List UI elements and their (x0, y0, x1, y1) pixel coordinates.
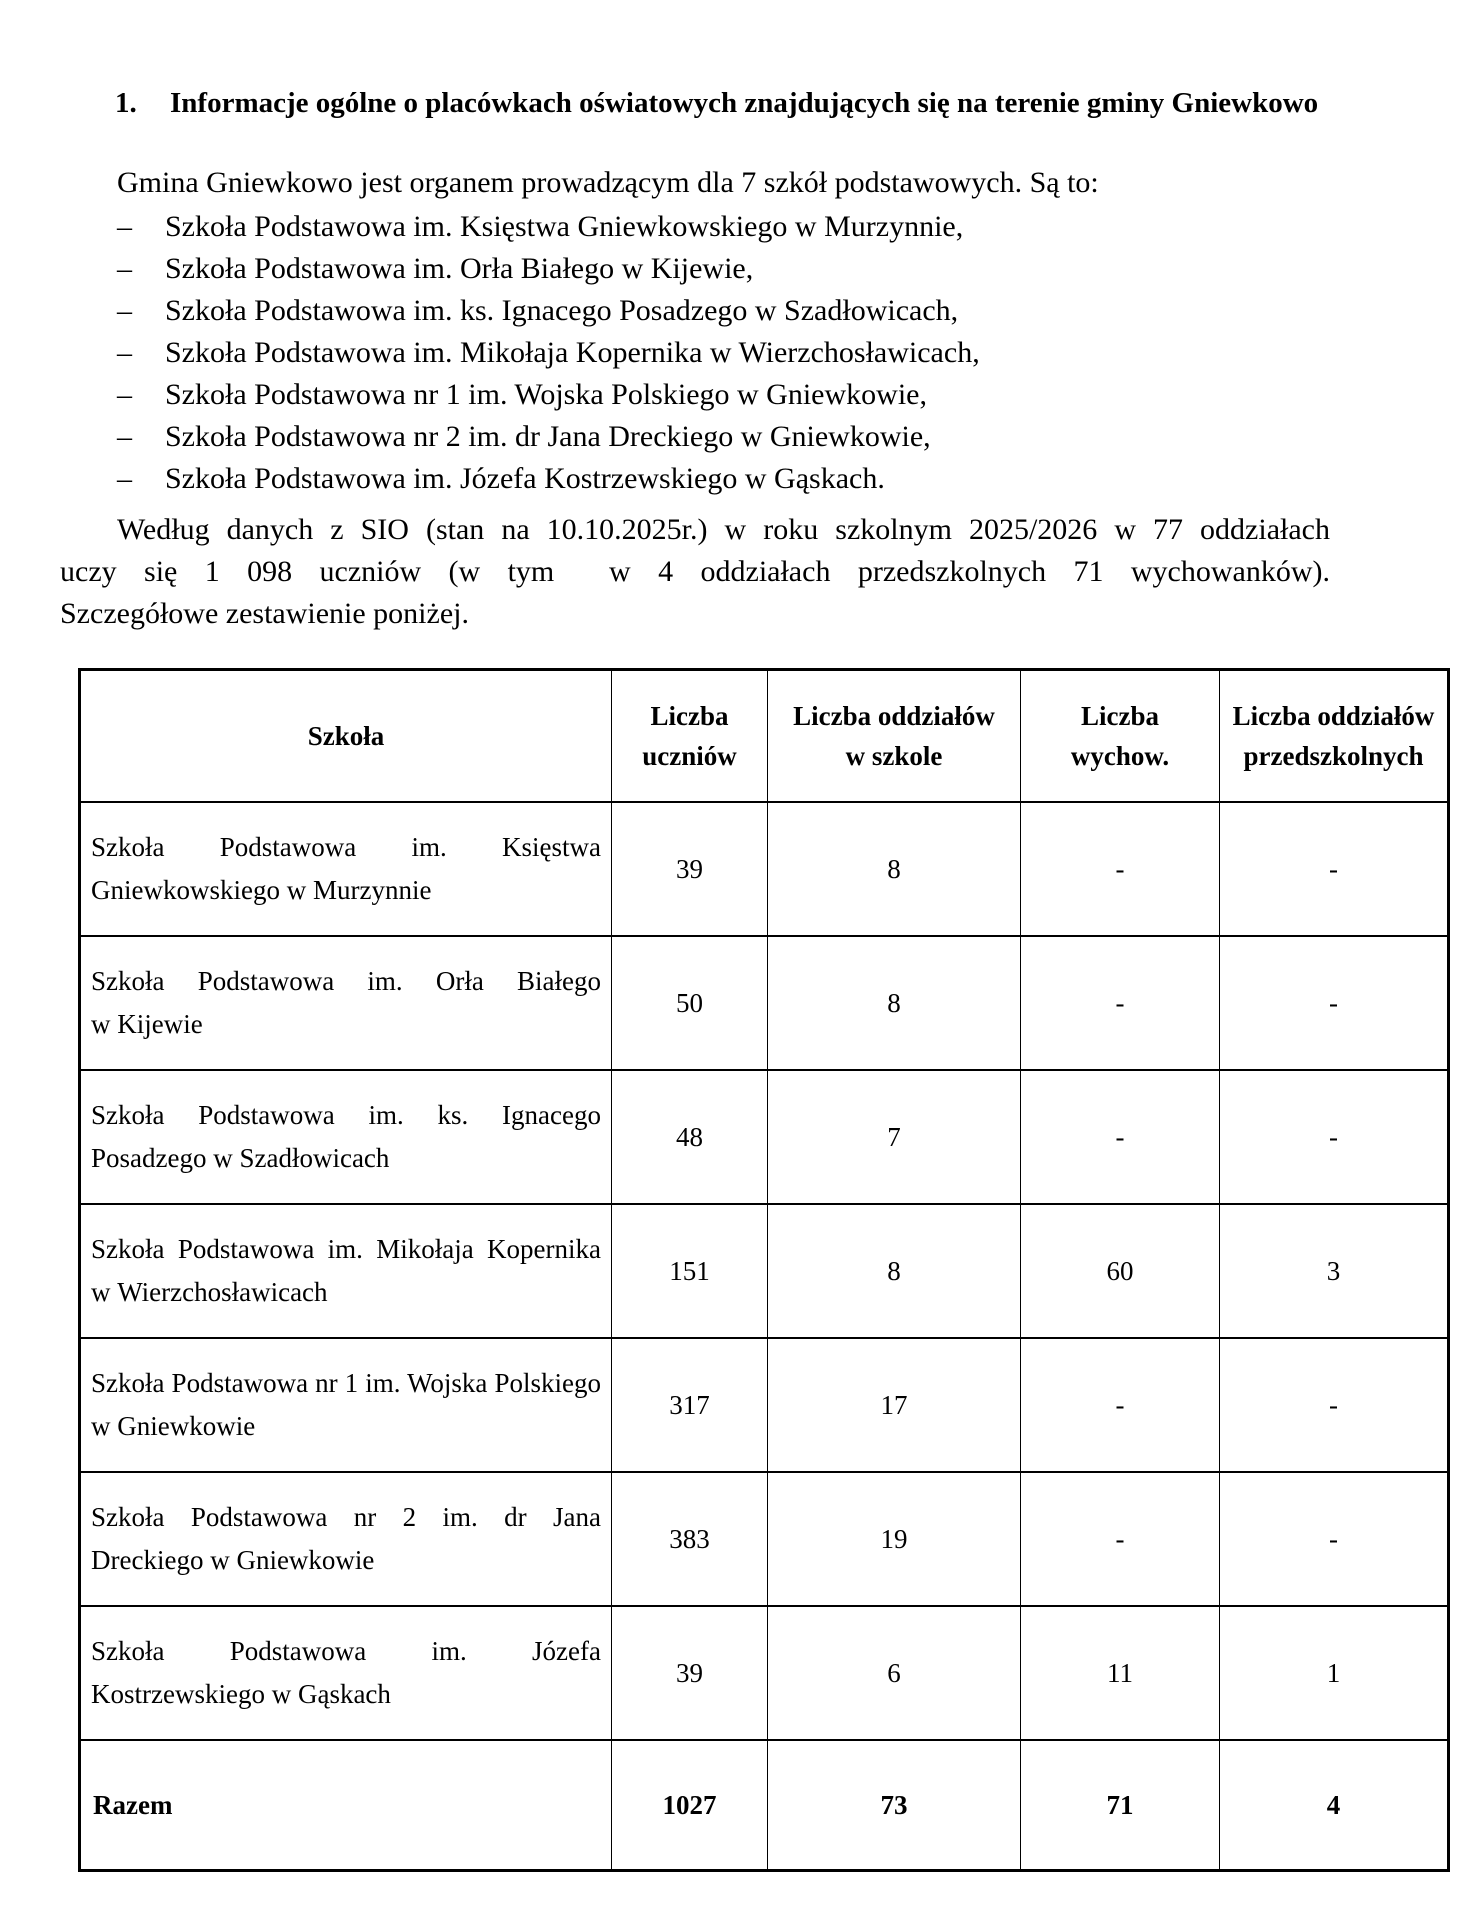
table-row (80, 1472, 1449, 1606)
wards-count-cell: - (1021, 1338, 1220, 1472)
table-row (80, 1204, 1449, 1338)
school-name-cell: Szkoła Podstawowa nr 1 im. Wojska Polskiego w Gniewkowie (80, 1338, 612, 1472)
column-header-students: Liczba uczniów (612, 670, 768, 803)
preschool-classes-cell: - (1220, 802, 1449, 936)
total-wards-cell: 71 (1021, 1740, 1220, 1871)
page-content (0, 0, 1330, 635)
classes-count-cell: 6 (768, 1606, 1021, 1740)
list-item (60, 332, 1330, 374)
students-count-cell: 383 (612, 1472, 768, 1606)
table-row (80, 1070, 1449, 1204)
schools-table-wrapper (78, 668, 1475, 1872)
school-name-cell: Szkoła Podstawowa im. Józefa Kostrzewskiego w Gąskach (80, 1606, 612, 1740)
list-item (60, 248, 1330, 290)
classes-count-cell: 8 (768, 802, 1021, 936)
preschool-classes-cell: 1 (1220, 1606, 1449, 1740)
wards-count-cell: 60 (1021, 1204, 1220, 1338)
dash-marker: – (117, 252, 132, 285)
table-header-row (80, 670, 1449, 803)
dash-marker: – (117, 378, 132, 411)
school-list (60, 206, 1330, 500)
list-item (60, 374, 1330, 416)
students-count-cell: 50 (612, 936, 768, 1070)
details-line: uczy się 1 098 uczniów (w tym w 4 oddziałach przedszkolnych 71 wychowanków). (60, 555, 1330, 588)
table-row (80, 802, 1449, 936)
table-row (80, 1606, 1449, 1740)
total-students-cell: 1027 (612, 1740, 768, 1871)
heading-number: 1. (115, 87, 137, 119)
preschool-classes-cell: - (1220, 936, 1449, 1070)
school-list-text: Szkoła Podstawowa im. Mikołaja Kopernika w Wierzchosławicach, (165, 336, 980, 369)
students-count-cell: 39 (612, 1606, 768, 1740)
school-list-text: Szkoła Podstawowa im. ks. Ignacego Posadzego w Szadłowicach, (165, 294, 959, 327)
school-name-cell: Szkoła Podstawowa nr 2 im. dr Jana Dreckiego w Gniewkowie (80, 1472, 612, 1606)
dash-marker: – (117, 336, 132, 369)
wards-count-cell: - (1021, 802, 1220, 936)
dash-marker: – (117, 420, 132, 453)
details-paragraph (60, 509, 1330, 635)
heading-text: Informacje ogólne o placówkach oświatowych znajdujących się na terenie gminy Gniewkowo (170, 87, 1319, 119)
preschool-classes-cell: - (1220, 1338, 1449, 1472)
schools-table (78, 668, 1450, 1872)
total-row (80, 1740, 1449, 1871)
table-row (80, 1338, 1449, 1472)
students-count-cell: 151 (612, 1204, 768, 1338)
column-header-classes: Liczba oddziałów w szkole (768, 670, 1021, 803)
students-count-cell: 39 (612, 802, 768, 936)
school-name-cell: Szkoła Podstawowa im. ks. Ignacego Posadzego w Szadłowicach (80, 1070, 612, 1204)
section-heading (60, 86, 1330, 120)
column-header-preschool-classes: Liczba oddziałów przedszkolnych (1220, 670, 1449, 803)
dash-marker: – (117, 462, 132, 495)
students-count-cell: 317 (612, 1338, 768, 1472)
wards-count-cell: 11 (1021, 1606, 1220, 1740)
school-name-cell: Szkoła Podstawowa im. Mikołaja Kopernika w Wierzchosławicach (80, 1204, 612, 1338)
school-list-text: Szkoła Podstawowa nr 2 im. dr Jana Dreckiego w Gniewkowie, (165, 420, 931, 453)
students-count-cell: 48 (612, 1070, 768, 1204)
list-item (60, 458, 1330, 500)
dash-marker: – (117, 210, 132, 243)
wards-count-cell: - (1021, 936, 1220, 1070)
intro-paragraph: Gmina Gniewkowo jest organem prowadzącym dla 7 szkół podstawowych. Są to: (117, 166, 1099, 199)
total-label-cell: Razem (80, 1740, 612, 1871)
classes-count-cell: 8 (768, 1204, 1021, 1338)
wards-count-cell: - (1021, 1472, 1220, 1606)
wards-count-cell: - (1021, 1070, 1220, 1204)
total-classes-cell: 73 (768, 1740, 1021, 1871)
details-line: Szczegółowe zestawienie poniżej. (60, 597, 469, 630)
list-item (60, 416, 1330, 458)
dash-marker: – (117, 294, 132, 327)
total-preschool-classes-cell: 4 (1220, 1740, 1449, 1871)
classes-count-cell: 8 (768, 936, 1021, 1070)
school-name-cell: Szkoła Podstawowa im. Księstwa Gniewkowskiego w Murzynnie (80, 802, 612, 936)
preschool-classes-cell: 3 (1220, 1204, 1449, 1338)
classes-count-cell: 7 (768, 1070, 1021, 1204)
school-list-text: Szkoła Podstawowa im. Orła Białego w Kijewie, (165, 252, 754, 285)
list-item (60, 290, 1330, 332)
school-name-cell: Szkoła Podstawowa im. Orła Białego w Kijewie (80, 936, 612, 1070)
classes-count-cell: 19 (768, 1472, 1021, 1606)
column-header-school: Szkoła (80, 670, 612, 803)
school-list-text: Szkoła Podstawowa im. Józefa Kostrzewskiego w Gąskach. (165, 462, 885, 495)
table-row (80, 936, 1449, 1070)
column-header-wards: Liczba wychow. (1021, 670, 1220, 803)
school-list-text: Szkoła Podstawowa im. Księstwa Gniewkowskiego w Murzynnie, (165, 210, 964, 243)
list-item (60, 206, 1330, 248)
school-list-text: Szkoła Podstawowa nr 1 im. Wojska Polskiego w Gniewkowie, (165, 378, 927, 411)
classes-count-cell: 17 (768, 1338, 1021, 1472)
preschool-classes-cell: - (1220, 1472, 1449, 1606)
preschool-classes-cell: - (1220, 1070, 1449, 1204)
details-line: Według danych z SIO (stan na 10.10.2025r.) w roku szkolnym 2025/2026 w 77 oddziałach (117, 513, 1330, 546)
